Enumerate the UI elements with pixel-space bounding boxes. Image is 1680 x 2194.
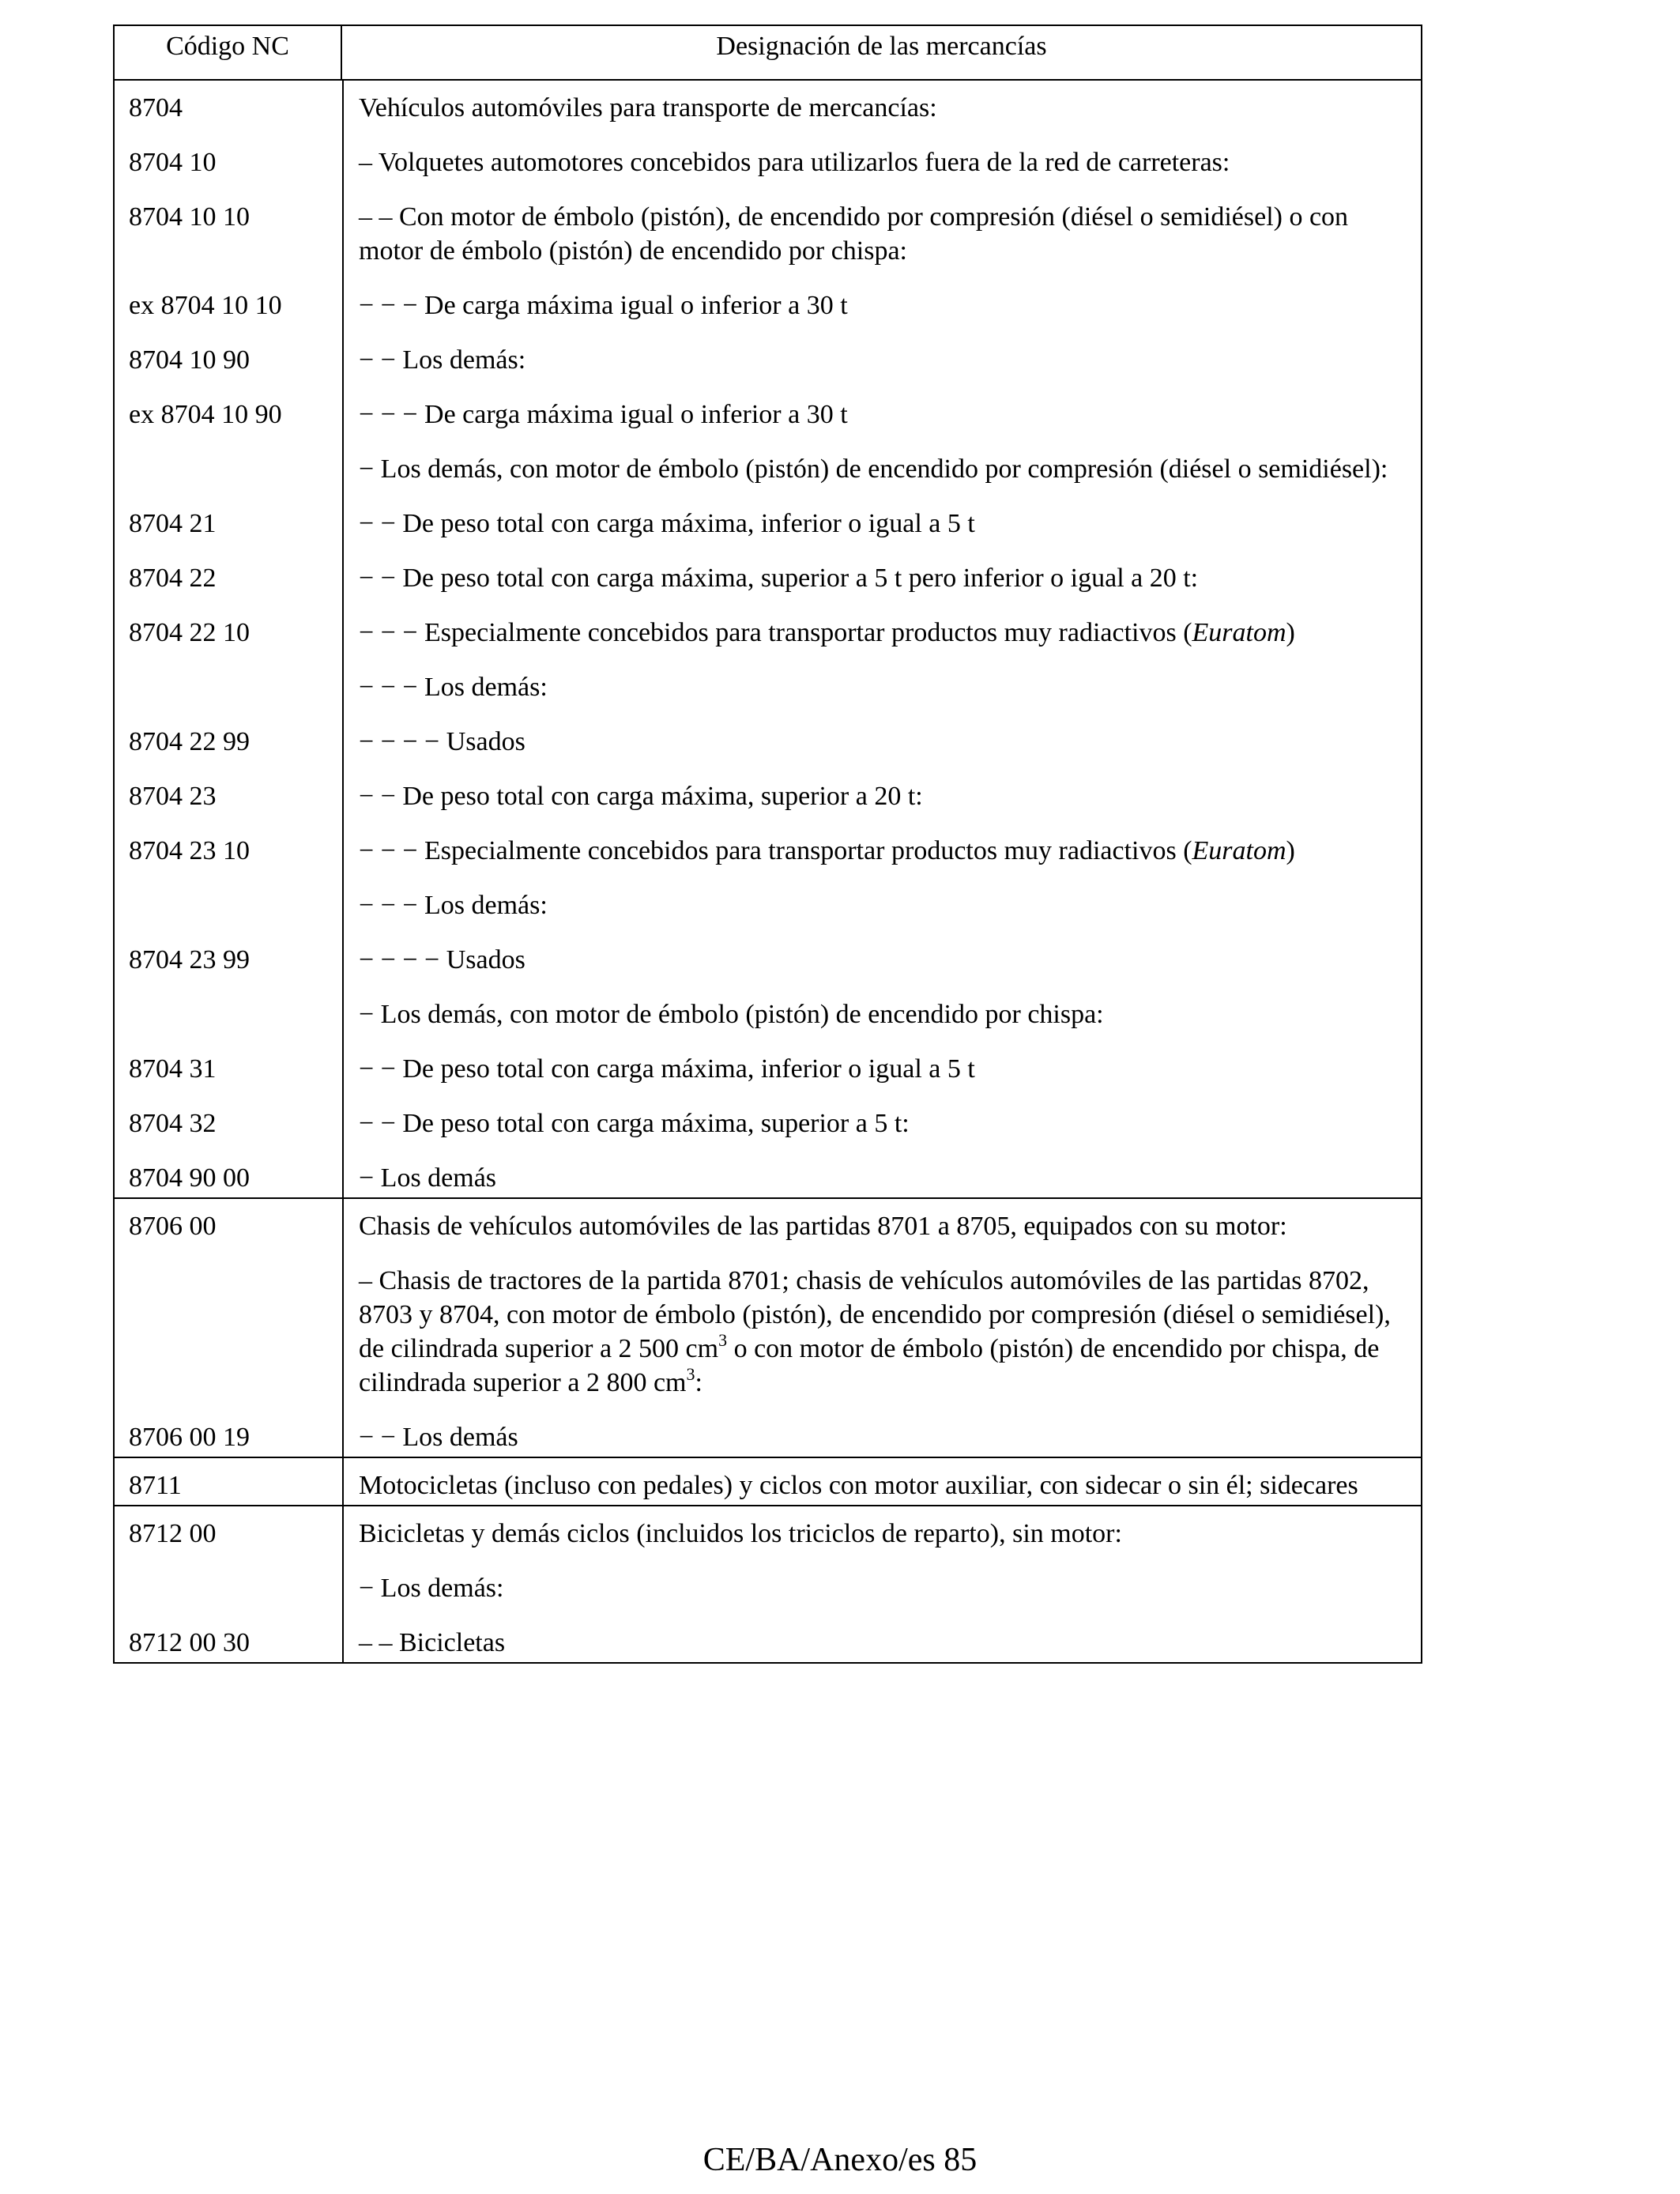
description-cell	[342, 725, 1421, 759]
nc-code-cell: 8704 10 10	[129, 202, 250, 232]
italic-term: Euratom	[1192, 618, 1286, 647]
description-text: − − − De carga máxima igual o inferior a 30 t	[359, 400, 848, 429]
description-cell	[342, 1106, 1421, 1140]
table-row	[115, 616, 1421, 650]
header-description: Designación de las mercancías	[716, 32, 1047, 61]
description-cell	[342, 1626, 1421, 1660]
table-row	[115, 398, 1421, 432]
description-cell	[342, 91, 1421, 125]
nc-code-cell: 8704 23 10	[129, 836, 250, 865]
description-cell	[342, 616, 1421, 650]
description-cell	[342, 1161, 1421, 1195]
description-cell	[342, 1209, 1421, 1243]
table-row	[115, 452, 1421, 486]
description-cell	[342, 507, 1421, 541]
nc-code-cell: 8704 10	[129, 148, 217, 177]
nc-code-cell: 8704 22 10	[129, 618, 250, 647]
table-row	[115, 1264, 1421, 1400]
description-text: − − − Especialmente concebidos para transportar productos muy radiactivos (	[359, 836, 1192, 865]
description-text: − − De peso total con carga máxima, inferior o igual a 5 t	[359, 509, 975, 538]
description-text: )	[1286, 836, 1295, 865]
nc-code-cell: 8704 23	[129, 782, 217, 811]
nc-code-cell: 8704 22	[129, 564, 217, 593]
description-cell	[342, 888, 1421, 922]
table-row	[115, 1052, 1421, 1086]
nc-code-cell: 8704 22 99	[129, 727, 250, 756]
description-text: Vehículos automóviles para transporte de mercancías:	[359, 93, 937, 123]
table-row	[115, 1209, 1421, 1243]
description-text: – Volquetes automotores concebidos para utilizarlos fuera de la red de carreteras:	[359, 148, 1230, 177]
nc-code-cell: 8712 00	[129, 1519, 217, 1548]
description-text: − − − − Usados	[359, 945, 525, 974]
table-row	[115, 725, 1421, 759]
superscript: 3	[686, 1364, 695, 1384]
superscript: 3	[718, 1330, 728, 1350]
description-text: − − De peso total con carga máxima, inferior o igual a 5 t	[359, 1054, 975, 1084]
nc-code-cell	[115, 888, 342, 922]
description-cell	[342, 779, 1421, 813]
description-cell	[342, 398, 1421, 432]
description-cell	[342, 200, 1421, 268]
description-cell	[342, 1264, 1421, 1400]
table-row	[115, 1571, 1421, 1605]
description-text: – Chasis de tractores de la partida 8701; chasis de vehículos automóviles de las partidas 8702, 8703 y 8704, con motor de émbolo (pistón), de encendido por compresión (diésel o semidiésel), de cilindrada superior a 2 500 cm	[359, 1266, 1391, 1363]
description-text: − − Los demás	[359, 1423, 518, 1452]
description-text: − − − De carga máxima igual o inferior a 30 t	[359, 291, 848, 320]
page-footer-reference: CE/BA/Anexo/es 85	[703, 2142, 977, 2178]
description-text: – – Con motor de émbolo (pistón), de encendido por compresión (diésel o semidiésel) o con motor de émbolo (pistón) de encendido por chispa:	[359, 202, 1349, 266]
nc-code-cell: 8704 21	[129, 509, 217, 538]
description-text: − − De peso total con carga máxima, superior a 20 t:	[359, 782, 923, 811]
description-text: − − − − Usados	[359, 727, 525, 756]
table-group	[115, 1506, 1421, 1662]
header-code: Código NC	[115, 26, 342, 79]
description-text: − Los demás, con motor de émbolo (pistón) de encendido por compresión (diésel o semidiésel):	[359, 454, 1388, 484]
description-text: Motocicletas (incluso con pedales) y ciclos con motor auxiliar, con sidecar o sin él; sidecares	[359, 1471, 1358, 1500]
table-group	[115, 81, 1421, 1199]
table-group	[115, 1458, 1421, 1506]
table-row	[115, 670, 1421, 704]
nc-code-cell: 8704 23 99	[129, 945, 250, 974]
description-text: )	[1286, 618, 1295, 647]
table-row	[115, 834, 1421, 868]
tariff-table	[113, 25, 1422, 1664]
nc-code-cell: 8704 10 90	[129, 345, 250, 375]
description-cell	[342, 943, 1421, 977]
description-cell	[342, 1517, 1421, 1551]
nc-code-cell: 8712 00 30	[129, 1628, 250, 1657]
description-text: − − Los demás:	[359, 345, 526, 375]
nc-code-cell: ex 8704 10 90	[129, 400, 282, 429]
nc-code-cell: 8704 32	[129, 1109, 217, 1138]
table-row	[115, 145, 1421, 179]
nc-code-cell: 8706 00 19	[129, 1423, 250, 1452]
description-cell	[342, 997, 1421, 1031]
description-cell	[342, 145, 1421, 179]
description-text: − Los demás	[359, 1163, 497, 1193]
nc-code-cell: 8704 90 00	[129, 1163, 250, 1193]
description-cell	[342, 1420, 1421, 1454]
table-row	[115, 91, 1421, 125]
description-text: − − − Especialmente concebidos para transportar productos muy radiactivos (	[359, 618, 1192, 647]
nc-code-cell	[115, 997, 342, 1031]
italic-term: Euratom	[1192, 836, 1286, 865]
table-row	[115, 561, 1421, 595]
table-row	[115, 1468, 1421, 1502]
description-text: − − − Los demás:	[359, 673, 548, 702]
description-cell	[342, 834, 1421, 868]
nc-code-cell: ex 8704 10 10	[129, 291, 282, 320]
description-cell	[342, 452, 1421, 486]
description-text: − Los demás:	[359, 1574, 504, 1603]
nc-code-cell	[115, 452, 342, 486]
table-row	[115, 343, 1421, 377]
table-row	[115, 1420, 1421, 1454]
nc-code-cell: 8711	[129, 1471, 182, 1500]
table-body	[115, 81, 1421, 1662]
description-text: :	[695, 1368, 703, 1397]
description-text: Chasis de vehículos automóviles de las partidas 8701 a 8705, equipados con su motor:	[359, 1212, 1287, 1241]
table-row	[115, 888, 1421, 922]
nc-code-cell	[115, 1264, 342, 1400]
table-row	[115, 1626, 1421, 1660]
description-text: – – Bicicletas	[359, 1628, 506, 1657]
description-text: − − De peso total con carga máxima, superior a 5 t pero inferior o igual a 20 t:	[359, 564, 1199, 593]
description-text: − − − Los demás:	[359, 891, 548, 920]
table-row	[115, 1161, 1421, 1195]
table-row	[115, 1517, 1421, 1551]
nc-code-cell	[115, 1571, 342, 1605]
table-header-row	[115, 26, 1421, 81]
description-cell	[342, 1052, 1421, 1086]
table-group	[115, 1199, 1421, 1458]
description-cell	[342, 561, 1421, 595]
description-text: − Los demás, con motor de émbolo (pistón) de encendido por chispa:	[359, 1000, 1104, 1029]
description-text: o con motor de émbolo (pistón) de encendido por chispa, de cilindrada superior a 2 800 cm	[359, 1334, 1380, 1397]
table-row	[115, 288, 1421, 322]
description-cell	[342, 1571, 1421, 1605]
table-row	[115, 943, 1421, 977]
nc-code-cell: 8704 31	[129, 1054, 217, 1084]
table-row	[115, 507, 1421, 541]
description-cell	[342, 670, 1421, 704]
nc-code-cell	[115, 670, 342, 704]
description-text: − − De peso total con carga máxima, superior a 5 t:	[359, 1109, 910, 1138]
table-row	[115, 200, 1421, 268]
nc-code-cell: 8704	[129, 93, 183, 123]
description-cell	[342, 288, 1421, 322]
nc-code-cell: 8706 00	[129, 1212, 217, 1241]
table-row	[115, 779, 1421, 813]
description-cell	[342, 343, 1421, 377]
table-row	[115, 997, 1421, 1031]
table-row	[115, 1106, 1421, 1140]
description-text: Bicicletas y demás ciclos (incluidos los triciclos de reparto), sin motor:	[359, 1519, 1122, 1548]
description-cell	[342, 1468, 1421, 1502]
